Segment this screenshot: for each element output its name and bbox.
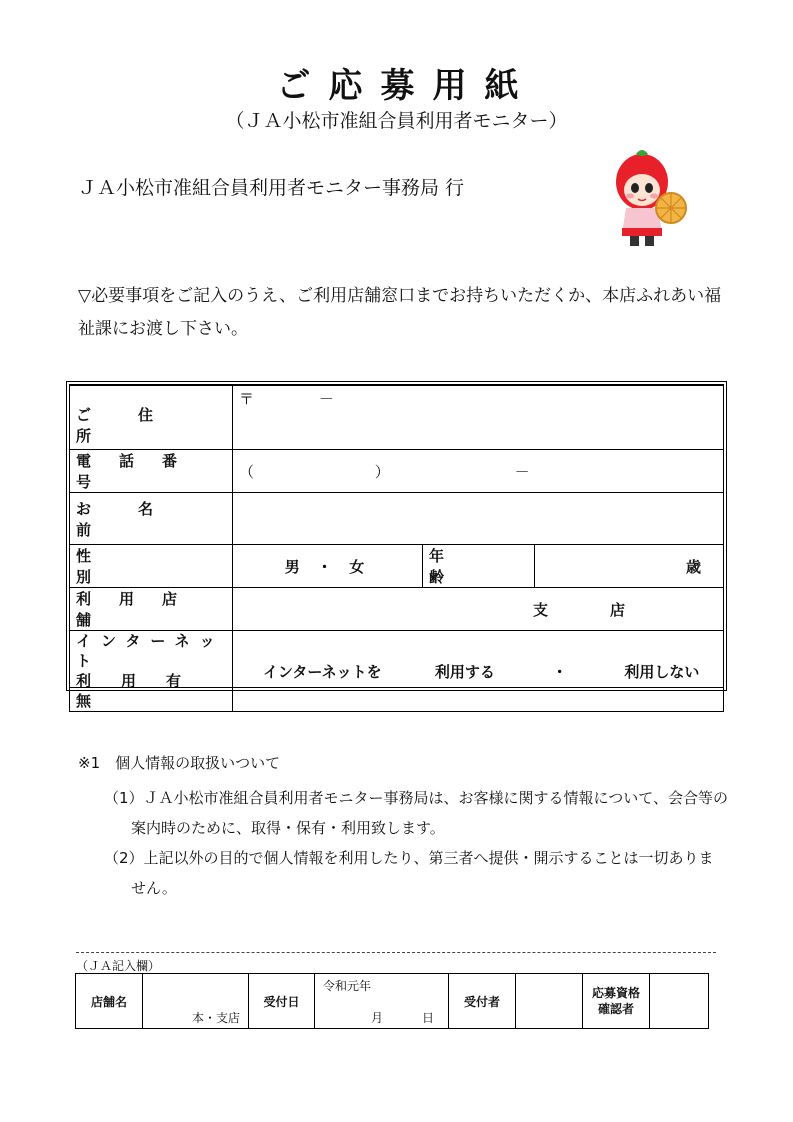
received-date-field[interactable] (315, 974, 449, 1029)
month-label: 月 (371, 1011, 384, 1025)
gender-label: 性別 (76, 547, 202, 586)
phone-label-cell (70, 450, 233, 493)
qualification-label-line1: 応募資格 (591, 986, 640, 1000)
internet-label-cell (70, 631, 233, 712)
page-title: ご応募用紙 (276, 66, 537, 106)
instructions: ▽必要事項をご記入のうえ、ご利用店舗窓口までお持ちいただくか、本店ふれあい福祉課にお渡し下さい。 (78, 286, 722, 339)
address-label (76, 390, 226, 446)
privacy-notes (78, 752, 728, 903)
address-label-text: ご住所 (76, 405, 201, 445)
receiver-field[interactable] (516, 974, 583, 1029)
branch-field[interactable] (233, 588, 724, 631)
qualification-field[interactable] (650, 974, 709, 1029)
postal-mark: 〒 (239, 390, 255, 408)
age-label: 年齢 (429, 547, 510, 586)
gender-value: 男 ・ 女 (284, 557, 371, 576)
age-unit: 歳 (685, 557, 701, 576)
phone-open-paren: （ (239, 462, 255, 481)
phone-dash: － (514, 462, 530, 481)
phone-label: 電話番号 (76, 452, 206, 491)
mascot-illustration (608, 148, 692, 252)
internet-field (233, 631, 724, 712)
received-date-label-cell (249, 974, 315, 1029)
ja-entry-table (75, 973, 709, 1029)
page-subtitle: （ＪＡ小松市准組合員利用者モニター） (225, 110, 568, 132)
name-field[interactable] (233, 493, 724, 545)
gender-label-cell (70, 545, 233, 588)
notes-heading: ※1 個人情報の取扱いついて (78, 754, 281, 772)
phone-close-paren: ） (374, 462, 390, 481)
postal-dash: － (318, 390, 334, 408)
received-date-label: 受付日 (263, 994, 300, 1009)
address-label-cell (70, 386, 233, 450)
store-field[interactable] (143, 974, 249, 1029)
qualification-label-cell (583, 974, 650, 1029)
age-field[interactable] (535, 545, 724, 588)
internet-use-option[interactable]: 利用する (434, 662, 495, 681)
internet-label-line1: インターネット (76, 632, 225, 670)
application-form (69, 385, 724, 712)
store-suffix: 本・支店 (191, 1011, 240, 1025)
internet-text: インターネットを (263, 662, 382, 681)
phone-field[interactable] (233, 450, 724, 493)
addressee: ＪＡ小松市准組合員利用者モニター事務局 行 (78, 177, 465, 199)
branch-unit: 支店 (532, 600, 687, 619)
branch-label-cell (70, 588, 233, 631)
address-field[interactable] (233, 386, 724, 450)
store-label-cell (76, 974, 143, 1029)
branch-label: 利用店舗 (76, 590, 206, 629)
receiver-label-cell (449, 974, 516, 1029)
qualification-label-line2: 確認者 (597, 1002, 634, 1016)
ja-section-label: （ＪＡ記入欄） (76, 959, 161, 973)
name-label: お名前 (76, 499, 201, 539)
internet-separator: ・ (552, 662, 568, 681)
notes-item-2: （2）上記以外の目的で個人情報を利用したり、第三者へ提供・開示することは一切ありません。 (104, 849, 714, 897)
gender-field[interactable] (233, 545, 423, 588)
store-label: 店舗名 (90, 994, 127, 1009)
name-label-cell (70, 493, 233, 545)
era-label: 令和元年 (323, 979, 372, 993)
receiver-label: 受付者 (463, 994, 500, 1009)
cut-line (76, 952, 716, 953)
day-label: 日 (422, 1011, 435, 1025)
internet-nouse-option[interactable]: 利用しない (624, 662, 700, 681)
notes-item-1: （1）ＪＡ小松市准組合員利用者モニター事務局は、お客様に関する情報について、会合等の案内時のために、取得・保有・利用致します。 (104, 789, 728, 837)
internet-label-line2: 利用有無 (76, 672, 212, 710)
age-label-cell (423, 545, 535, 588)
